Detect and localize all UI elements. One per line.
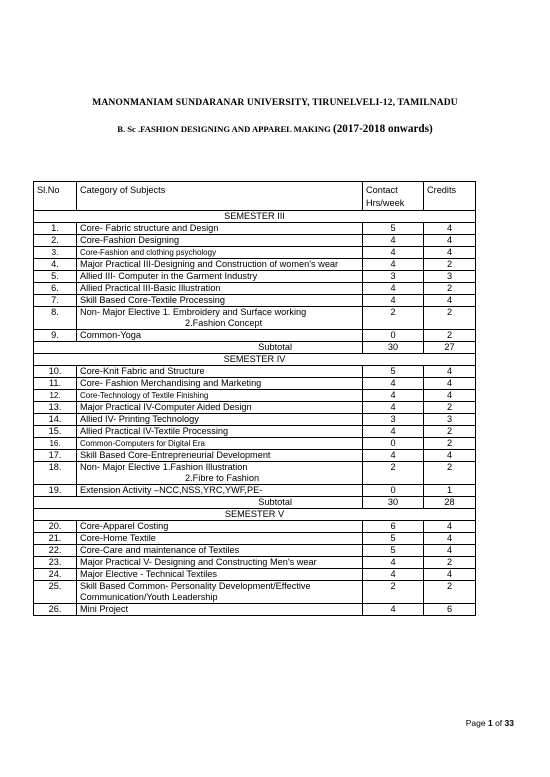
- subject-text: Core-Knit Fabric and Structure: [80, 366, 205, 376]
- subject-cell: [77, 259, 363, 271]
- contact-hours-cell: 4: [363, 402, 424, 414]
- subject-cell: [77, 295, 363, 307]
- subject-text: Common-Yoga: [80, 330, 141, 340]
- contact-hours-cell: 5: [363, 366, 424, 378]
- subtotal-row: [34, 497, 476, 509]
- subject-text-continued: 2.Fibre to Fashion: [185, 473, 260, 483]
- subject-text: Extension Activity –NCC,NSS,YRC,YWF,PE-: [80, 485, 263, 495]
- credits-cell: 4: [424, 378, 476, 390]
- serial-number-cell: 16.: [34, 438, 77, 450]
- serial-number-cell: 13.: [34, 402, 77, 414]
- subject-text: Core-Care and maintenance of Textiles: [80, 545, 240, 555]
- credits-cell: 3: [424, 414, 476, 426]
- subtotal-row: [34, 342, 476, 354]
- semester-header-row: [34, 509, 476, 521]
- serial-number-cell: 22.: [34, 545, 77, 557]
- table-row: [34, 295, 476, 307]
- serial-number-cell: 9.: [34, 330, 77, 342]
- contact-hours-cell: 4: [363, 235, 424, 247]
- credits-cell: 1: [424, 485, 476, 497]
- subject-cell: [77, 485, 363, 497]
- subject-cell: [77, 438, 363, 450]
- contact-hours-cell: 0: [363, 438, 424, 450]
- subject-cell: [77, 581, 363, 604]
- subject-text-continued: Communication/Youth Leadership: [80, 592, 218, 602]
- credits-cell: 2: [424, 426, 476, 438]
- serial-number-cell: 15.: [34, 426, 77, 438]
- footer-page-total: 33: [504, 718, 514, 728]
- contact-hours-cell: 4: [363, 295, 424, 307]
- credits-cell: 2: [424, 283, 476, 295]
- subject-text: Core- Fashion Merchandising and Marketing: [80, 378, 262, 388]
- table-row: [34, 414, 476, 426]
- table-header-row: [34, 182, 476, 211]
- subject-cell: [77, 307, 363, 330]
- table-row: [34, 569, 476, 581]
- subject-cell: [77, 235, 363, 247]
- subtotal-credits: 27: [424, 342, 476, 354]
- subject-text: Core-Fashion Designing: [80, 235, 180, 245]
- credits-cell: 2: [424, 330, 476, 342]
- serial-number-cell: 3.: [34, 247, 77, 259]
- contact-hours-cell: 4: [363, 426, 424, 438]
- syllabus-table-body: [34, 182, 476, 616]
- contact-hours-cell: 4: [363, 378, 424, 390]
- semester-header-row: [34, 211, 476, 223]
- subject-text: Common-Computers for Digital Era: [80, 439, 205, 448]
- subject-cell: [77, 330, 363, 342]
- serial-number-cell: 11.: [34, 378, 77, 390]
- contact-hours-cell: 2: [363, 462, 424, 485]
- table-row: [34, 235, 476, 247]
- table-row: [34, 438, 476, 450]
- credits-cell: 2: [424, 438, 476, 450]
- credits-cell: 4: [424, 569, 476, 581]
- table-row: [34, 271, 476, 283]
- subject-cell: [77, 569, 363, 581]
- serial-number-cell: 26.: [34, 604, 77, 616]
- column-header-hours-label: Contact Hrs/week: [366, 185, 405, 208]
- semester-title: SEMESTER IV: [34, 354, 476, 366]
- table-row: [34, 283, 476, 295]
- university-title: MANONMANIAM SUNDARANAR UNIVERSITY, TIRUNELVELI-12, TAMILNADU: [92, 97, 458, 108]
- subject-cell: [77, 604, 363, 616]
- credits-cell: 2: [424, 557, 476, 569]
- semester-title: SEMESTER V: [34, 509, 476, 521]
- subject-cell: [77, 521, 363, 533]
- credits-cell: 4: [424, 545, 476, 557]
- table-row: [34, 557, 476, 569]
- credits-cell: 2: [424, 462, 476, 485]
- credits-cell: 4: [424, 295, 476, 307]
- table-row: [34, 390, 476, 402]
- serial-number-cell: 4.: [34, 259, 77, 271]
- serial-number-cell: 6.: [34, 283, 77, 295]
- table-row: [34, 521, 476, 533]
- subject-cell: [77, 402, 363, 414]
- table-row: [34, 533, 476, 545]
- serial-number-cell: 21.: [34, 533, 77, 545]
- subject-text: Core-Home Textile: [80, 533, 156, 543]
- table-row: [34, 581, 476, 604]
- subject-cell: [77, 247, 363, 259]
- contact-hours-cell: 4: [363, 390, 424, 402]
- subject-text-continued: 2.Fashion Concept: [185, 318, 263, 328]
- contact-hours-cell: 6: [363, 521, 424, 533]
- credits-cell: 4: [424, 235, 476, 247]
- credits-cell: 2: [424, 581, 476, 604]
- subject-text: Allied Practical III-Basic Illustration: [80, 283, 221, 293]
- table-row: [34, 378, 476, 390]
- column-header-category: Category of Subjects: [77, 182, 363, 211]
- contact-hours-cell: 4: [363, 569, 424, 581]
- serial-number-cell: 24.: [34, 569, 77, 581]
- credits-cell: 4: [424, 247, 476, 259]
- credits-cell: 4: [424, 450, 476, 462]
- contact-hours-cell: 4: [363, 259, 424, 271]
- subject-text: Non- Major Elective 1.Fashion Illustration: [80, 462, 248, 472]
- contact-hours-cell: 4: [363, 604, 424, 616]
- footer-page-number: 1: [487, 718, 493, 728]
- subject-cell: [77, 283, 363, 295]
- subject-cell: [77, 378, 363, 390]
- column-header-credits: Credits: [424, 182, 476, 211]
- subject-text: Skill Based Core-Entrepreneurial Development: [80, 450, 271, 460]
- credits-cell: 4: [424, 533, 476, 545]
- subtotal-label: Subtotal: [34, 342, 363, 354]
- course-name: B. Sc .FASHION DESIGNING AND APPAREL MAKING: [117, 124, 331, 134]
- serial-number-cell: 18.: [34, 462, 77, 485]
- subject-cell: [77, 545, 363, 557]
- table-row: [34, 604, 476, 616]
- subject-text: Major Elective - Technical Textiles: [80, 569, 218, 579]
- column-header-slno: Sl.No: [34, 182, 77, 211]
- contact-hours-cell: 3: [363, 271, 424, 283]
- credits-cell: 2: [424, 402, 476, 414]
- credits-cell: 6: [424, 604, 476, 616]
- subject-text: Allied III- Computer in the Garment Industry: [80, 271, 258, 281]
- subject-cell: [77, 414, 363, 426]
- course-years: (2017-2018 onwards): [332, 123, 433, 135]
- semester-title: SEMESTER III: [34, 211, 476, 223]
- subtotal-credits: 28: [424, 497, 476, 509]
- contact-hours-cell: 0: [363, 330, 424, 342]
- contact-hours-cell: 2: [363, 581, 424, 604]
- subject-cell: [77, 426, 363, 438]
- subject-text: Skill Based Core-Textile Processing: [80, 295, 226, 305]
- serial-number-cell: 8.: [34, 307, 77, 330]
- serial-number-cell: 23.: [34, 557, 77, 569]
- credits-cell: 2: [424, 259, 476, 271]
- contact-hours-cell: 4: [363, 450, 424, 462]
- table-row: [34, 462, 476, 485]
- contact-hours-cell: 2: [363, 307, 424, 330]
- serial-number-cell: 10.: [34, 366, 77, 378]
- subject-text: Non- Major Elective 1. Embroidery and Surface working: [80, 307, 307, 317]
- credits-cell: 4: [424, 390, 476, 402]
- contact-hours-cell: 5: [363, 545, 424, 557]
- subtotal-label: Subtotal: [34, 497, 363, 509]
- contact-hours-cell: 5: [363, 533, 424, 545]
- contact-hours-cell: 5: [363, 223, 424, 235]
- serial-number-cell: 1.: [34, 223, 77, 235]
- contact-hours-cell: 4: [363, 247, 424, 259]
- subject-cell: [77, 557, 363, 569]
- serial-number-cell: 7.: [34, 295, 77, 307]
- subtotal-hours: 30: [363, 497, 424, 509]
- subject-cell: [77, 450, 363, 462]
- column-header-hours: [363, 182, 424, 211]
- credits-cell: 4: [424, 223, 476, 235]
- contact-hours-cell: 3: [363, 414, 424, 426]
- table-row: [34, 485, 476, 497]
- table-row: [34, 330, 476, 342]
- page-footer: [0, 718, 514, 728]
- subject-cell: [77, 366, 363, 378]
- table-row: [34, 402, 476, 414]
- serial-number-cell: 25.: [34, 581, 77, 604]
- serial-number-cell: 5.: [34, 271, 77, 283]
- table-row: [34, 366, 476, 378]
- footer-page-label: Page: [465, 718, 486, 728]
- subject-cell: [77, 223, 363, 235]
- subject-text: Core-Fashion and clothing psychology: [80, 248, 217, 257]
- serial-number-cell: 19.: [34, 485, 77, 497]
- subject-text: Major Practical V- Designing and Constructing Men's wear: [80, 557, 317, 567]
- subject-text: Core- Fabric structure and Design: [80, 223, 219, 233]
- table-row: [34, 223, 476, 235]
- contact-hours-cell: 4: [363, 557, 424, 569]
- table-row: [34, 307, 476, 330]
- contact-hours-cell: 4: [363, 283, 424, 295]
- serial-number-cell: 14.: [34, 414, 77, 426]
- subject-cell: [77, 390, 363, 402]
- subject-cell: [77, 271, 363, 283]
- contact-hours-cell: 0: [363, 485, 424, 497]
- syllabus-table: [33, 181, 476, 616]
- serial-number-cell: 20.: [34, 521, 77, 533]
- credits-cell: 2: [424, 307, 476, 330]
- semester-header-row: [34, 354, 476, 366]
- credits-cell: 4: [424, 521, 476, 533]
- credits-cell: 3: [424, 271, 476, 283]
- subject-text: Core-Apparel Costing: [80, 521, 169, 531]
- subject-text: Allied Practical IV-Textile Processing: [80, 426, 229, 436]
- table-row: [34, 259, 476, 271]
- subject-text: Major Practical III-Designing and Construction of women's wear: [80, 259, 339, 269]
- course-title: [0, 123, 550, 135]
- subject-text: Skill Based Common- Personality Development/Effective: [80, 581, 311, 591]
- serial-number-cell: 12.: [34, 390, 77, 402]
- table-row: [34, 426, 476, 438]
- subtotal-hours: 30: [363, 342, 424, 354]
- subject-cell: [77, 462, 363, 485]
- subject-text: Core-Technology of Textile Finishing: [80, 391, 209, 400]
- subject-text: Mini Project: [80, 604, 128, 614]
- table-row: [34, 247, 476, 259]
- table-row: [34, 450, 476, 462]
- serial-number-cell: 2.: [34, 235, 77, 247]
- subject-cell: [77, 533, 363, 545]
- serial-number-cell: 17.: [34, 450, 77, 462]
- footer-of-label: of: [495, 718, 503, 728]
- credits-cell: 4: [424, 366, 476, 378]
- subject-text: Major Practical IV-Computer Aided Design: [80, 402, 252, 412]
- table-row: [34, 545, 476, 557]
- subject-text: Allied IV- Printing Technology: [80, 414, 199, 424]
